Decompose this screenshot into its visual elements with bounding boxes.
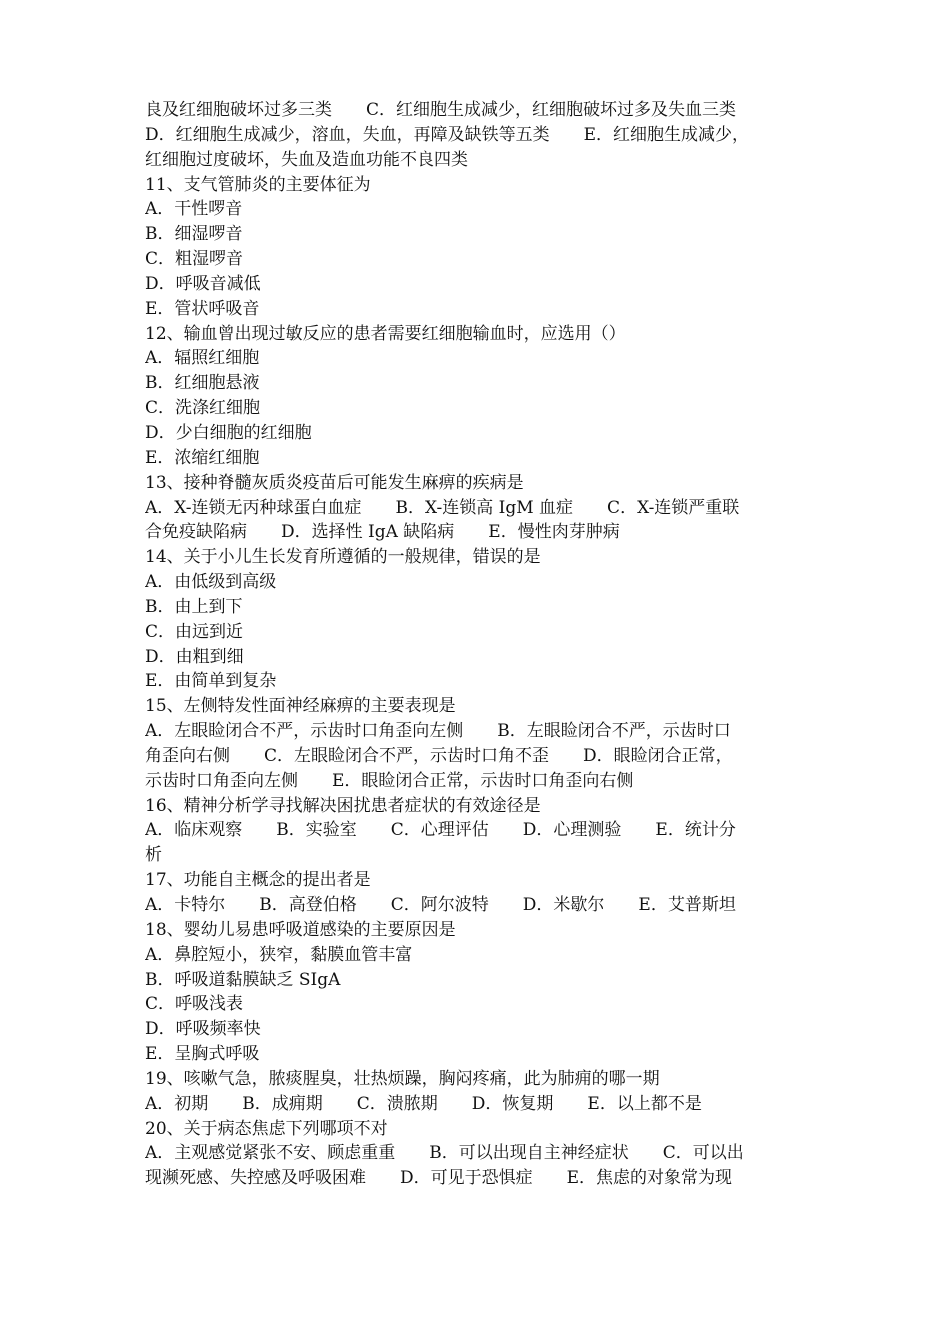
text-line: E．管状呼吸音: [145, 298, 260, 319]
text-line: B．由上到下: [145, 596, 243, 617]
text-line: 13、接种脊髓灰质炎疫苗后可能发生麻痹的疾病是: [145, 472, 524, 493]
text-line: 20、关于病态焦虑下列哪项不对: [145, 1118, 388, 1139]
text-line: 角歪向右侧 C．左眼睑闭合不严，示齿时口角不歪 D．眼睑闭合正常，: [145, 745, 733, 766]
text-line: 12、输血曾出现过敏反应的患者需要红细胞输血时，应选用（）: [145, 323, 626, 344]
text-line: 16、精神分析学寻找解决困扰患者症状的有效途径是: [145, 795, 541, 816]
text-line: 15、左侧特发性面神经麻痹的主要表现是: [145, 696, 456, 717]
text-line: B．呼吸道黏膜缺乏 SIgA: [145, 969, 341, 990]
text-line: 17、功能自主概念的提出者是: [145, 870, 371, 891]
text-line: C．粗湿啰音: [145, 249, 244, 270]
text-line: D．少白细胞的红细胞: [145, 422, 312, 443]
text-line: D．由粗到细: [145, 646, 244, 667]
text-line: B．细湿啰音: [145, 224, 243, 245]
text-line: A．干性啰音: [145, 199, 243, 220]
text-line: 红细胞过度破坏，失血及造血功能不良四类: [145, 149, 468, 170]
text-line: 现濒死感、失控感及呼吸困难 D．可见于恐惧症 E．焦虑的对象常为现: [145, 1168, 733, 1189]
text-line: A．初期 B．成痈期 C．溃脓期 D．恢复期 E．以上都不是: [145, 1093, 702, 1114]
text-line: A．左眼睑闭合不严，示齿时口角歪向左侧 B．左眼睑闭合不严，示齿时口: [145, 721, 731, 742]
text-line: A．主观感觉紧张不安、顾虑重重 B．可以出现自主神经症状 C．可以出: [145, 1143, 744, 1164]
text-line: C．呼吸浅表: [145, 994, 244, 1015]
text-line: A．临床观察 B．实验室 C．心理评估 D．心理测验 E．统计分: [145, 820, 736, 841]
text-line: 14、关于小儿生长发育所遵循的一般规律，错误的是: [145, 547, 541, 568]
text-line: 析: [145, 845, 162, 866]
text-line: A．辐照红细胞: [145, 348, 260, 369]
text-line: B．红细胞悬液: [145, 373, 260, 394]
text-line: D．呼吸频率快: [145, 1019, 261, 1040]
text-line: C．洗涤红细胞: [145, 398, 261, 419]
document-body: [145, 98, 810, 1191]
text-line: A．X-连锁无丙种球蛋白血症 B．X-连锁高 IgM 血症 C．X-连锁严重联: [145, 497, 740, 518]
text-line: E．浓缩红细胞: [145, 447, 260, 468]
text-line: E．由简单到复杂: [145, 671, 277, 692]
text-line: C．由远到近: [145, 621, 244, 642]
text-line: A．鼻腔短小，狭窄，黏膜血管丰富: [145, 944, 413, 965]
text-line: 示齿时口角歪向左侧 E．眼睑闭合正常，示齿时口角歪向右侧: [145, 770, 634, 791]
text-line: A．卡特尔 B．高登伯格 C．阿尔波特 D．米歇尔 E．艾普斯坦: [145, 895, 736, 915]
text-line: E．呈胸式呼吸: [145, 1044, 260, 1065]
text-line: 18、婴幼儿易患呼吸道感染的主要原因是: [145, 919, 456, 940]
text-line: 良及红细胞破坏过多三类 C．红细胞生成减少，红细胞破坏过多及失血三类: [145, 100, 737, 120]
text-line: D．红细胞生成减少，溶血，失血，再障及缺铁等五类 E．红细胞生成减少，: [145, 124, 750, 145]
text-line: 合免疫缺陷病 D．选择性 IgA 缺陷病 E．慢性肉芽肿病: [145, 522, 620, 543]
text-line: 19、咳嗽气急，脓痰腥臭，壮热烦躁，胸闷疼痛，此为肺痈的哪一期: [145, 1068, 660, 1089]
text-line: A．由低级到高级: [145, 572, 277, 593]
text-line: 11、支气管肺炎的主要体征为: [145, 174, 371, 195]
text-line: D．呼吸音减低: [145, 273, 261, 294]
